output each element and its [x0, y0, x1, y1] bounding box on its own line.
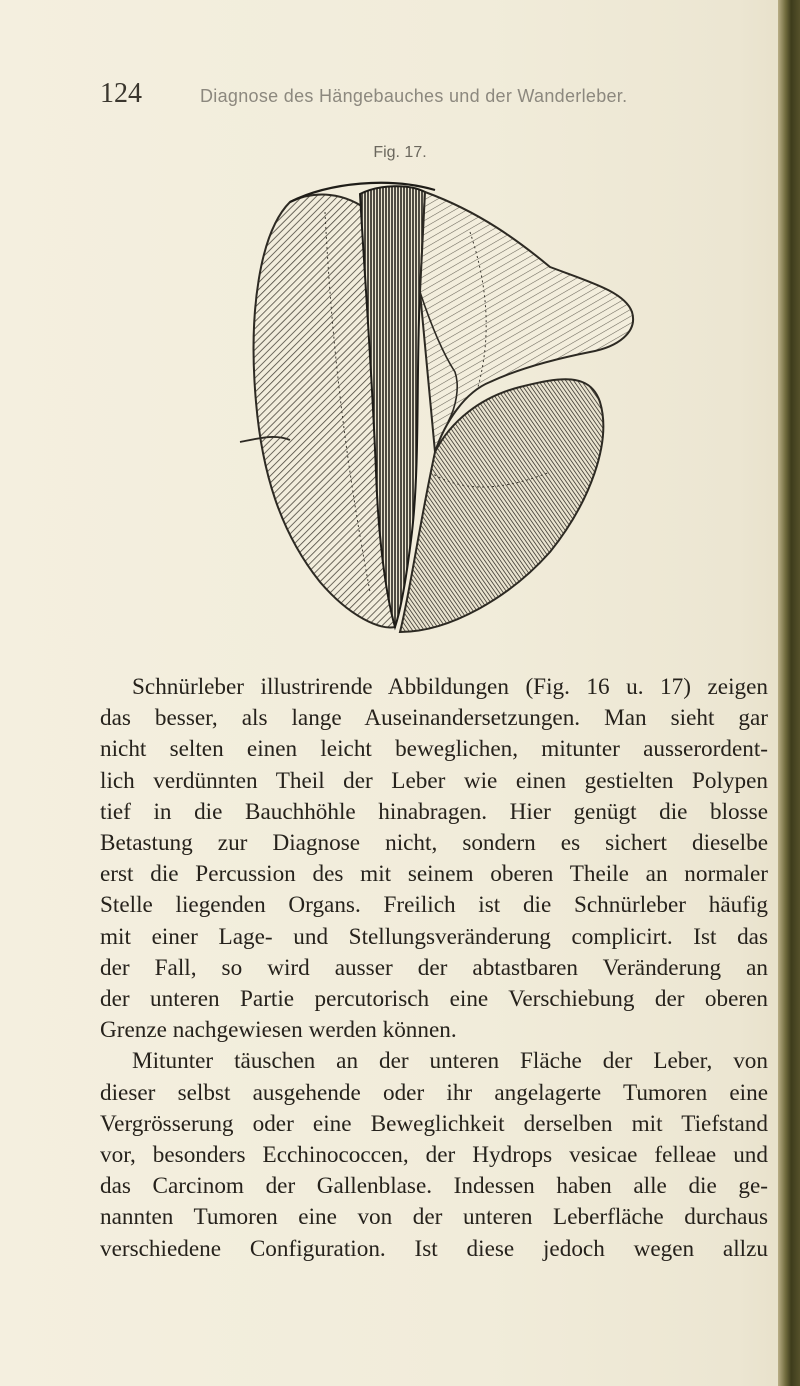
text-line: lich verdünnten Theil der Leber wie einen gestielten Polypen — [100, 767, 768, 794]
text-line: erst die Percussion des mit seinem oberen Theile an normaler — [100, 861, 768, 888]
text-line: vor, besonders Ecchinococcen, der Hydrops vesicae felleae und — [100, 1142, 768, 1169]
text-line: nannten Tumoren eine von der unteren Leberfläche durchaus — [100, 1204, 768, 1231]
text-line: nicht selten einen leicht beweglichen, mitunter ausserordent- — [100, 736, 768, 763]
text-line: der Fall, so wird ausser der abtastbaren Veränderung an — [100, 954, 768, 981]
text-line: Schnürleber illustrirende Abbildungen (Fig. 16 u. 17) zeigen — [132, 674, 768, 700]
body-text — [100, 672, 768, 1265]
liver-illustration — [220, 172, 640, 652]
text-line: Stelle liegenden Organs. Freilich ist die Schnürleber häufig — [100, 892, 768, 919]
liver-anatomical-engraving-icon — [220, 172, 640, 652]
text-line: Vergrösserung oder eine Beweglichkeit derselben mit Tiefstand — [100, 1110, 768, 1137]
text-line: mit einer Lage- und Stellungsveränderung complicirt. Ist das — [100, 923, 768, 950]
running-title: Diagnose des Hängebauches und der Wanderleber. — [200, 86, 628, 106]
text-line: Mitunter täuschen an der unteren Fläche der Leber, von — [132, 1048, 768, 1075]
text-line: dieser selbst ausgehende oder ihr angelagerte Tumoren eine — [100, 1079, 768, 1106]
text-line: das Carcinom der Gallenblase. Indessen haben alle die ge- — [100, 1173, 768, 1200]
text-line: verschiedene Configuration. Ist diese jedoch wegen allzu — [100, 1235, 768, 1262]
text-line: tief in die Bauchhöhle hinabragen. Hier genügt die blosse — [100, 798, 768, 825]
page-number: 124 — [100, 78, 142, 109]
text-line: Betastung zur Diagnose nicht, sondern es sichert dieselbe — [100, 830, 768, 857]
text-line: das besser, als lange Auseinandersetzungen. Man sieht gar — [100, 705, 768, 732]
text-line: der unteren Partie percutorisch eine Verschiebung der oberen — [100, 986, 768, 1013]
text-line: Grenze nachgewiesen werden können. — [100, 1017, 457, 1044]
binding-edge — [778, 0, 800, 1386]
figure-caption: Fig. 17. — [373, 144, 427, 161]
